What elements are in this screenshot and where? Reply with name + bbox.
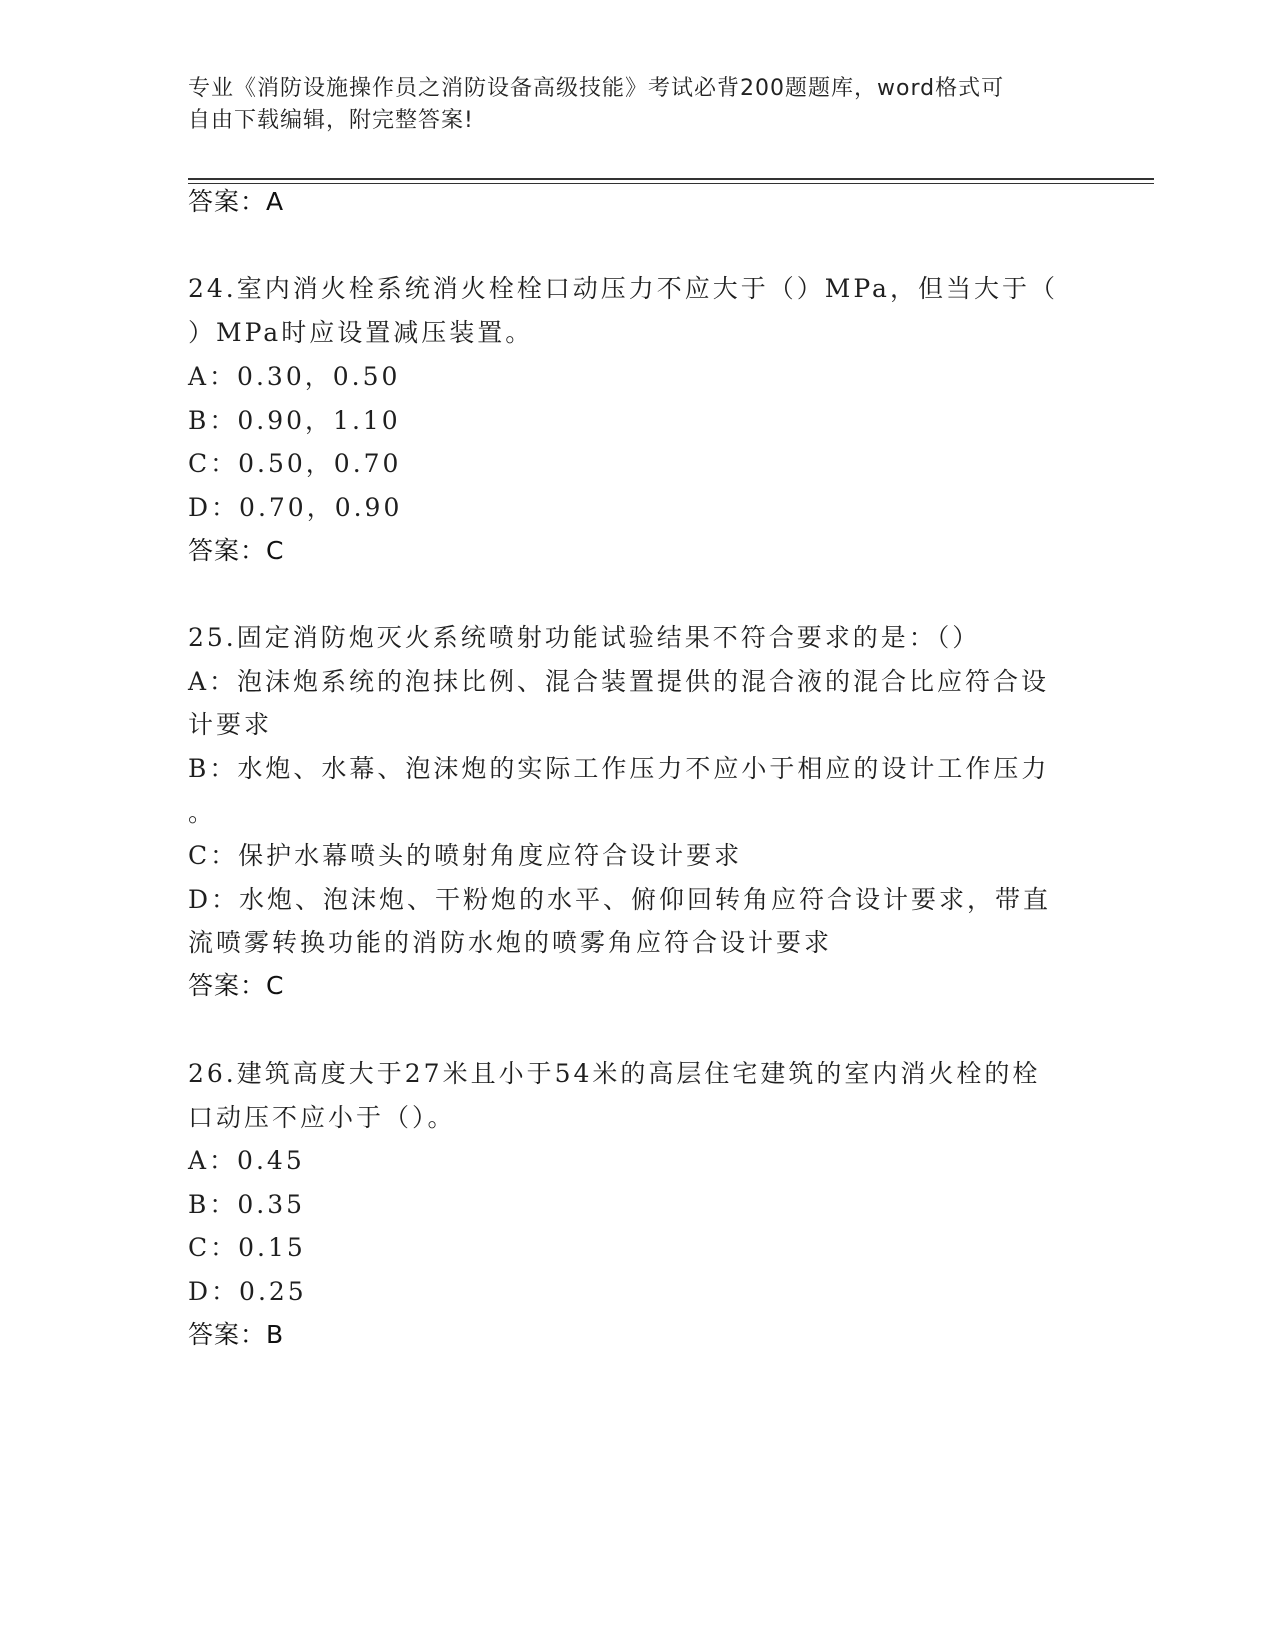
answer-prev: 答案：A	[188, 187, 285, 216]
q24-stem-line-2: ）MPa时应设置减压装置。	[188, 318, 534, 347]
q25-option-a-line-2: 计要求	[188, 710, 273, 739]
q24-stem-line-1: 24.室内消火栓系统消火栓栓口动压力不应大于（）MPa，但当大于（	[188, 274, 1058, 303]
q25-stem-line-1: 25.固定消防炮灭火系统喷射功能试验结果不符合要求的是：（）	[188, 623, 981, 652]
q26-answer: 答案：B	[188, 1320, 285, 1349]
header-rule-thin	[188, 183, 1154, 184]
q25-option-a-line-1: A：泡沫炮系统的泡抹比例、混合装置提供的混合液的混合比应符合设	[188, 667, 1050, 696]
header-line-1: 专业《消防设施操作员之消防设备高级技能》考试必背200题题库，word格式可	[188, 76, 1005, 101]
q25-option-d-line-1: D：水炮、泡沫炮、干粉炮的水平、俯仰回转角应符合设计要求，带直	[188, 885, 1052, 914]
q24-option-d: D：0.70，0.90	[188, 493, 403, 522]
q24-answer: 答案：C	[188, 536, 285, 565]
q24-option-a: A：0.30，0.50	[188, 362, 401, 391]
q26-option-b: B：0.35	[188, 1190, 306, 1219]
q25-option-c: C：保护水幕喷头的喷射角度应符合设计要求	[188, 841, 743, 870]
q26-stem-line-1: 26.建筑高度大于27米且小于54米的高层住宅建筑的室内消火栓的栓	[188, 1059, 1041, 1088]
q26-option-c: C：0.15	[188, 1233, 306, 1262]
q26-option-a: A：0.45	[188, 1146, 305, 1175]
header-line-2: 自由下载编辑，附完整答案!	[188, 108, 474, 133]
header-rule-thick	[188, 178, 1154, 180]
q26-option-d: D：0.25	[188, 1277, 307, 1306]
q25-answer: 答案：C	[188, 971, 285, 1000]
q25-option-b-line-1: B：水炮、水幕、泡沫炮的实际工作压力不应小于相应的设计工作压力	[188, 754, 1050, 783]
q26-stem-line-2: 口动压不应小于（）。	[188, 1103, 456, 1132]
q24-option-b: B：0.90，1.10	[188, 406, 401, 435]
q24-option-c: C：0.50，0.70	[188, 449, 402, 478]
q25-option-b-line-2: 。	[188, 798, 217, 827]
document-header	[188, 73, 1068, 137]
q25-option-d-line-2: 流喷雾转换功能的消防水炮的喷雾角应符合设计要求	[188, 928, 833, 957]
